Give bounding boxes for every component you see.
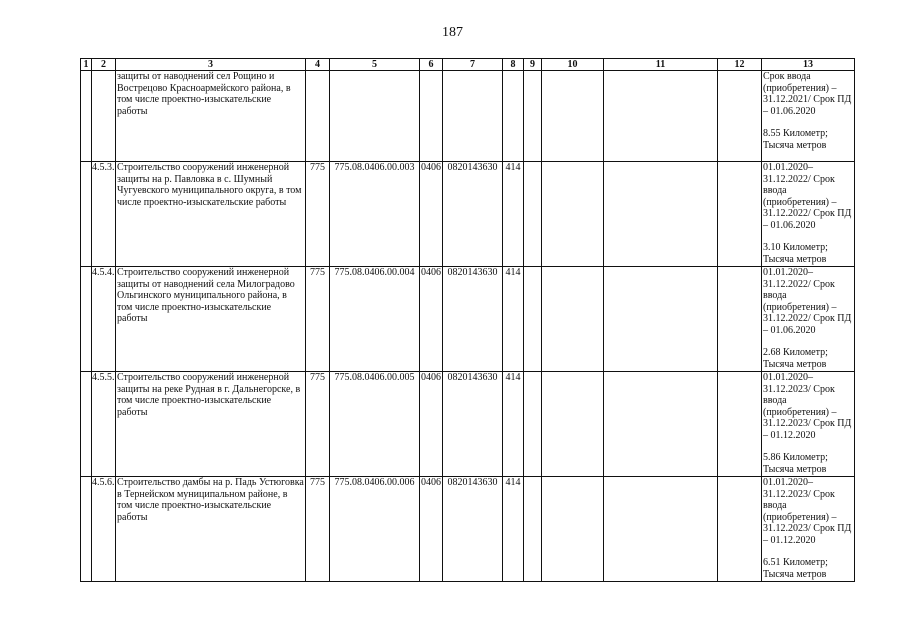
column-header: 6 — [420, 59, 443, 71]
cell-8: 414 — [503, 477, 524, 582]
term-text: 01.01.2020–31.12.2023/ Срок ввода (приобретения) – 31.12.2023/ Срок ПД – 01.12.2020 — [763, 477, 852, 546]
cell-7: 0820143630 — [443, 162, 503, 267]
cell-4 — [306, 71, 330, 162]
cell-10 — [542, 267, 604, 372]
item-number: 4.5.6. — [92, 477, 116, 582]
cell-4: 775 — [306, 477, 330, 582]
term-text: 01.01.2020–31.12.2022/ Срок ввода (приобретения) – 31.12.2022/ Срок ПД – 01.06.2020 — [763, 162, 852, 231]
column-header: 11 — [604, 59, 718, 71]
cell-6: 0406 — [420, 267, 443, 372]
cell-5: 775.08.0406.00.005 — [330, 372, 420, 477]
cell-1 — [81, 477, 92, 582]
cell-6: 0406 — [420, 477, 443, 582]
capacity-text: 6.51 Километр; Тысяча метров — [763, 557, 828, 580]
cell-6 — [420, 71, 443, 162]
cell-13 — [762, 477, 855, 582]
cell-12 — [718, 372, 762, 477]
column-header: 5 — [330, 59, 420, 71]
capacity-text: 2.68 Километр; Тысяча метров — [763, 347, 828, 370]
column-header: 13 — [762, 59, 855, 71]
cell-10 — [542, 162, 604, 267]
capacity-text: 8.55 Километр; Тысяча метров — [763, 128, 828, 151]
cell-11 — [604, 267, 718, 372]
cell-1 — [81, 71, 92, 162]
cell-4: 775 — [306, 162, 330, 267]
column-header: 7 — [443, 59, 503, 71]
cell-13 — [762, 71, 855, 162]
cell-4: 775 — [306, 372, 330, 477]
cell-12 — [718, 267, 762, 372]
cell-7: 0820143630 — [443, 477, 503, 582]
column-header: 4 — [306, 59, 330, 71]
cell-8 — [503, 71, 524, 162]
cell-6: 0406 — [420, 162, 443, 267]
item-number — [92, 71, 116, 162]
cell-7: 0820143630 — [443, 372, 503, 477]
cell-10 — [542, 71, 604, 162]
table-row — [81, 162, 855, 267]
cell-8: 414 — [503, 267, 524, 372]
cell-1 — [81, 267, 92, 372]
cell-12 — [718, 162, 762, 267]
cell-5: 775.08.0406.00.006 — [330, 477, 420, 582]
cell-5: 775.08.0406.00.004 — [330, 267, 420, 372]
item-description: Строительство дамбы на р. Падь Устюговка в Тернейском муниципальном районе, в том числе проектно-изыскательские работы — [116, 477, 306, 582]
cell-10 — [542, 477, 604, 582]
cell-9 — [524, 162, 542, 267]
capacity-text: 5.86 Километр; Тысяча метров — [763, 452, 828, 475]
item-number: 4.5.3. — [92, 162, 116, 267]
cell-7 — [443, 71, 503, 162]
cell-11 — [604, 162, 718, 267]
term-text: Срок ввода (приобретения) – 31.12.2021/ Срок ПД – 01.06.2020 — [763, 71, 852, 117]
cell-12 — [718, 477, 762, 582]
term-text: 01.01.2020–31.12.2022/ Срок ввода (приобретения) – 31.12.2022/ Срок ПД – 01.06.2020 — [763, 267, 852, 336]
cell-9 — [524, 477, 542, 582]
table-row — [81, 267, 855, 372]
item-description: защиты от наводнений сел Рощино и Вострецово Красноармейского района, в том числе проектно-изыскательские работы — [116, 71, 306, 162]
table-row — [81, 71, 855, 162]
cell-8: 414 — [503, 162, 524, 267]
cell-12 — [718, 71, 762, 162]
item-description: Строительство сооружений инженерной защиты на р. Павловка в с. Шумный Чугуевского муниципального округа, в том числе проектно-изыскательские работы — [116, 162, 306, 267]
term-text: 01.01.2020–31.12.2023/ Срок ввода (приобретения) – 31.12.2023/ Срок ПД – 01.12.2020 — [763, 372, 852, 441]
item-number: 4.5.5. — [92, 372, 116, 477]
cell-6: 0406 — [420, 372, 443, 477]
item-number: 4.5.4. — [92, 267, 116, 372]
column-header: 12 — [718, 59, 762, 71]
page-number: 187 — [442, 25, 463, 40]
cell-5 — [330, 71, 420, 162]
header-row — [81, 59, 855, 71]
column-header: 2 — [92, 59, 116, 71]
cell-13 — [762, 267, 855, 372]
cell-11 — [604, 71, 718, 162]
cell-11 — [604, 477, 718, 582]
cell-1 — [81, 372, 92, 477]
column-header: 9 — [524, 59, 542, 71]
cell-5: 775.08.0406.00.003 — [330, 162, 420, 267]
column-header: 3 — [116, 59, 306, 71]
cell-13 — [762, 372, 855, 477]
item-description: Строительство сооружений инженерной защиты на реке Рудная в г. Дальнегорске, в том числе проектно-изыскательские работы — [116, 372, 306, 477]
table-row — [81, 372, 855, 477]
cell-9 — [524, 372, 542, 477]
capacity-text: 3.10 Километр; Тысяча метров — [763, 242, 828, 265]
column-header: 10 — [542, 59, 604, 71]
item-description: Строительство сооружений инженерной защиты от наводнений села Милоградово Ольгинского муниципального района, в том числе проектно-изыскательские работы — [116, 267, 306, 372]
cell-10 — [542, 372, 604, 477]
cell-8: 414 — [503, 372, 524, 477]
cell-7: 0820143630 — [443, 267, 503, 372]
column-header: 8 — [503, 59, 524, 71]
table-row — [81, 477, 855, 582]
cell-4: 775 — [306, 267, 330, 372]
column-header: 1 — [81, 59, 92, 71]
cell-13 — [762, 162, 855, 267]
cell-9 — [524, 267, 542, 372]
program-table — [80, 58, 855, 582]
cell-11 — [604, 372, 718, 477]
cell-1 — [81, 162, 92, 267]
cell-9 — [524, 71, 542, 162]
